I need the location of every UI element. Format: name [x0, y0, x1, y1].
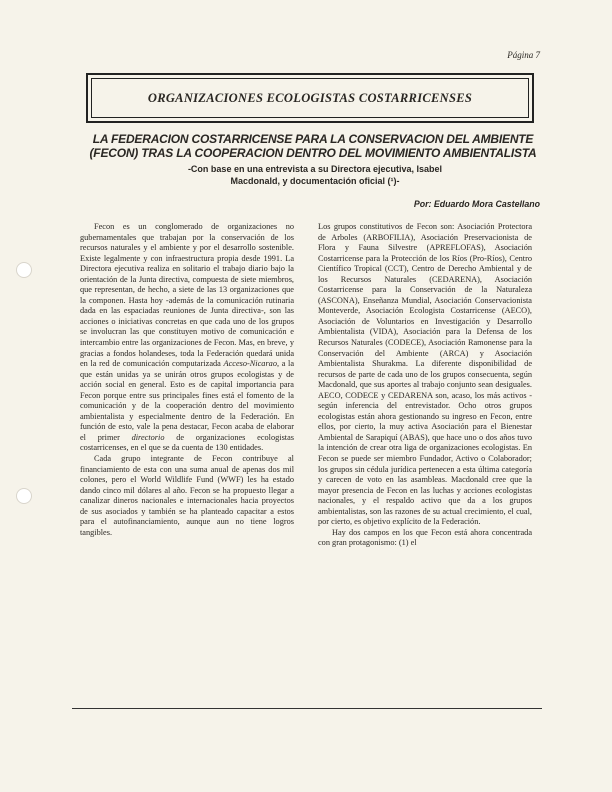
headline-line-2: (FECON) TRAS LA COOPERACION DENTRO DEL MOVIMIENTO AMBIENTALISTA — [89, 146, 537, 160]
bottom-rule — [72, 708, 542, 709]
binder-hole-top — [16, 262, 32, 278]
left-column — [80, 222, 294, 538]
binder-hole-bottom — [16, 488, 32, 504]
left-paragraph-1 — [80, 222, 294, 454]
page-number: Página 7 — [507, 50, 540, 60]
left-p1-italic-2: directorio — [131, 432, 165, 442]
subhead-line-2: Macdonald, y documentación oficial (¹)- — [230, 176, 400, 186]
right-column — [318, 222, 532, 549]
right-paragraph-1: Los grupos constitutivos de Fecon son: Asociación Protectora de Arboles (ARBOFILIA), Asociación Preservacionista de Flora y Fauna Silvestre (APREFLOFAS), Asociación Costarricense para la Protección de los Ríos (Pro-Ríos), Centro Científico Tropical (CCT), Centro de Derecho Ambiental y de los Recursos Naturales (CEDARENA), Asociación Costarricense para la Conservación de la Naturaleza (ASCONA), Enseñanza Mundial, Asociación Conservacionista Monteverde, Asociación Ecologista Costarricense (AECO), Asociación de Voluntarios en Investigación y Desarrollo Ambientalista (VIDA), Asociación para la Defensa de los Recursos Naturales (CODECE), Asociación Ramonense para la Conservación del Ambiente (ARCA) y Asociación Ambientalista Shurakma. La diferente disponibilidad de recursos de parte de cada uno de los grupos consecuenta, según Macdonald, que sus aportes al trabajo conjunto sean desiguales. AECO, CODECE y CEDARENA son, acaso, los más activos -según inferencia del entrevistador. Ocho otros grupos ecologistas están ahora gestionando su ingreso en Fecon, entre ellos, por cierto, la muy activa Asociación para el Bienestar Ambiental de Sarapiquí (ABAS), que hace uno o dos años tuvo la intención de crear otra liga de organizaciones ecologistas. En Fecon se puede ser miembro Fundador, Activo o Colaborador; los grupos sin cédula jurídica pertenecen a esta última categoría y carecen de voto en las asambleas. Macdonald cree que la mayor presencia de Fecon en las luchas y acciones ecologistas nacionales, y el respaldo activo que da a los grupos ambientalistas, son las razones de su actual crecimiento, el cual, por cierto, es objetivo explícito de la Federación. — [318, 222, 532, 527]
left-paragraph-2: Cada grupo integrante de Fecon contribuye al financiamiento de esta con una suma anual de apenas dos mil colones, pero el World Wildlife Fund (WWF) les ha estado dando cinco mil dólares al año. Fecon se ha propuesto llegar a canalizar dineros nacionales e internacionales hacia proyectos de sus asociados y también se ha planteado capacitar a estos para el autofinanciamiento, aunque aun no tiene logros tangibles. — [80, 454, 294, 537]
subhead-line-1: -Con base en una entrevista a su Directora ejecutiva, Isabel — [187, 164, 443, 174]
left-p1-italic: Acceso-Nicarao — [223, 359, 277, 369]
article-byline: Por: Eduardo Mora Castellano — [413, 199, 540, 209]
headline-line-1: LA FEDERACION COSTARRICENSE PARA LA CONSERVACION DEL AMBIENTE — [92, 132, 534, 146]
article-subhead — [150, 163, 480, 187]
left-p1-end: , a la que están unidas ya se unirán otros grupos ecologistas y de acción social en general. Esto es de capital importancia para Fecon porque entre sus principales fines está el fomento de la comunicación y de la cooperación dentro del movimiento ambientalista y especialmente dentro de la Federación. En función de esto, vale la pena destacar, Fecon acaba de elaborar el primer — [80, 359, 295, 442]
section-banner — [86, 73, 534, 123]
left-p1-text: Fecon es un conglomerado de organizaciones no gubernamentales que trabajan por la conservación de los recursos naturales y el ambiente y por el desarrollo sostenible. Existe legalmente y con infraestructura propia desde 1991. La Directora ejecutiva realiza en solitario el trabajo diario bajo la orientación de la Junta directiva, compuesta de siete miembros, que representan, de hecho, a siete de las 13 organizaciones que la componen. Hasta hoy -además de la comunicación rutinaria dada en las espaciadas reuniones de Junta directiva-, son las acciones o iniciativas concretas en que cada uno de los grupos se involucran las que constituyen motivo de comunicación e intercambio entre las organizaciones de Fecon. Mas, en breve, y gracias a fondos holandeses, toda la Federación quedará unida en la red de comunicación computarizada — [80, 222, 294, 369]
article-headline — [78, 132, 548, 160]
section-banner-title: ORGANIZACIONES ECOLOGISTAS COSTARRICENSES — [147, 90, 473, 105]
right-paragraph-2: Hay dos campos en los que Fecon está ahora concentrada con gran protagonismo: (1) el — [318, 527, 532, 548]
left-p1-end-2: de organizaciones ecologistas costarricenses, en el que se da cuenta de 130 entidades. — [80, 432, 295, 453]
